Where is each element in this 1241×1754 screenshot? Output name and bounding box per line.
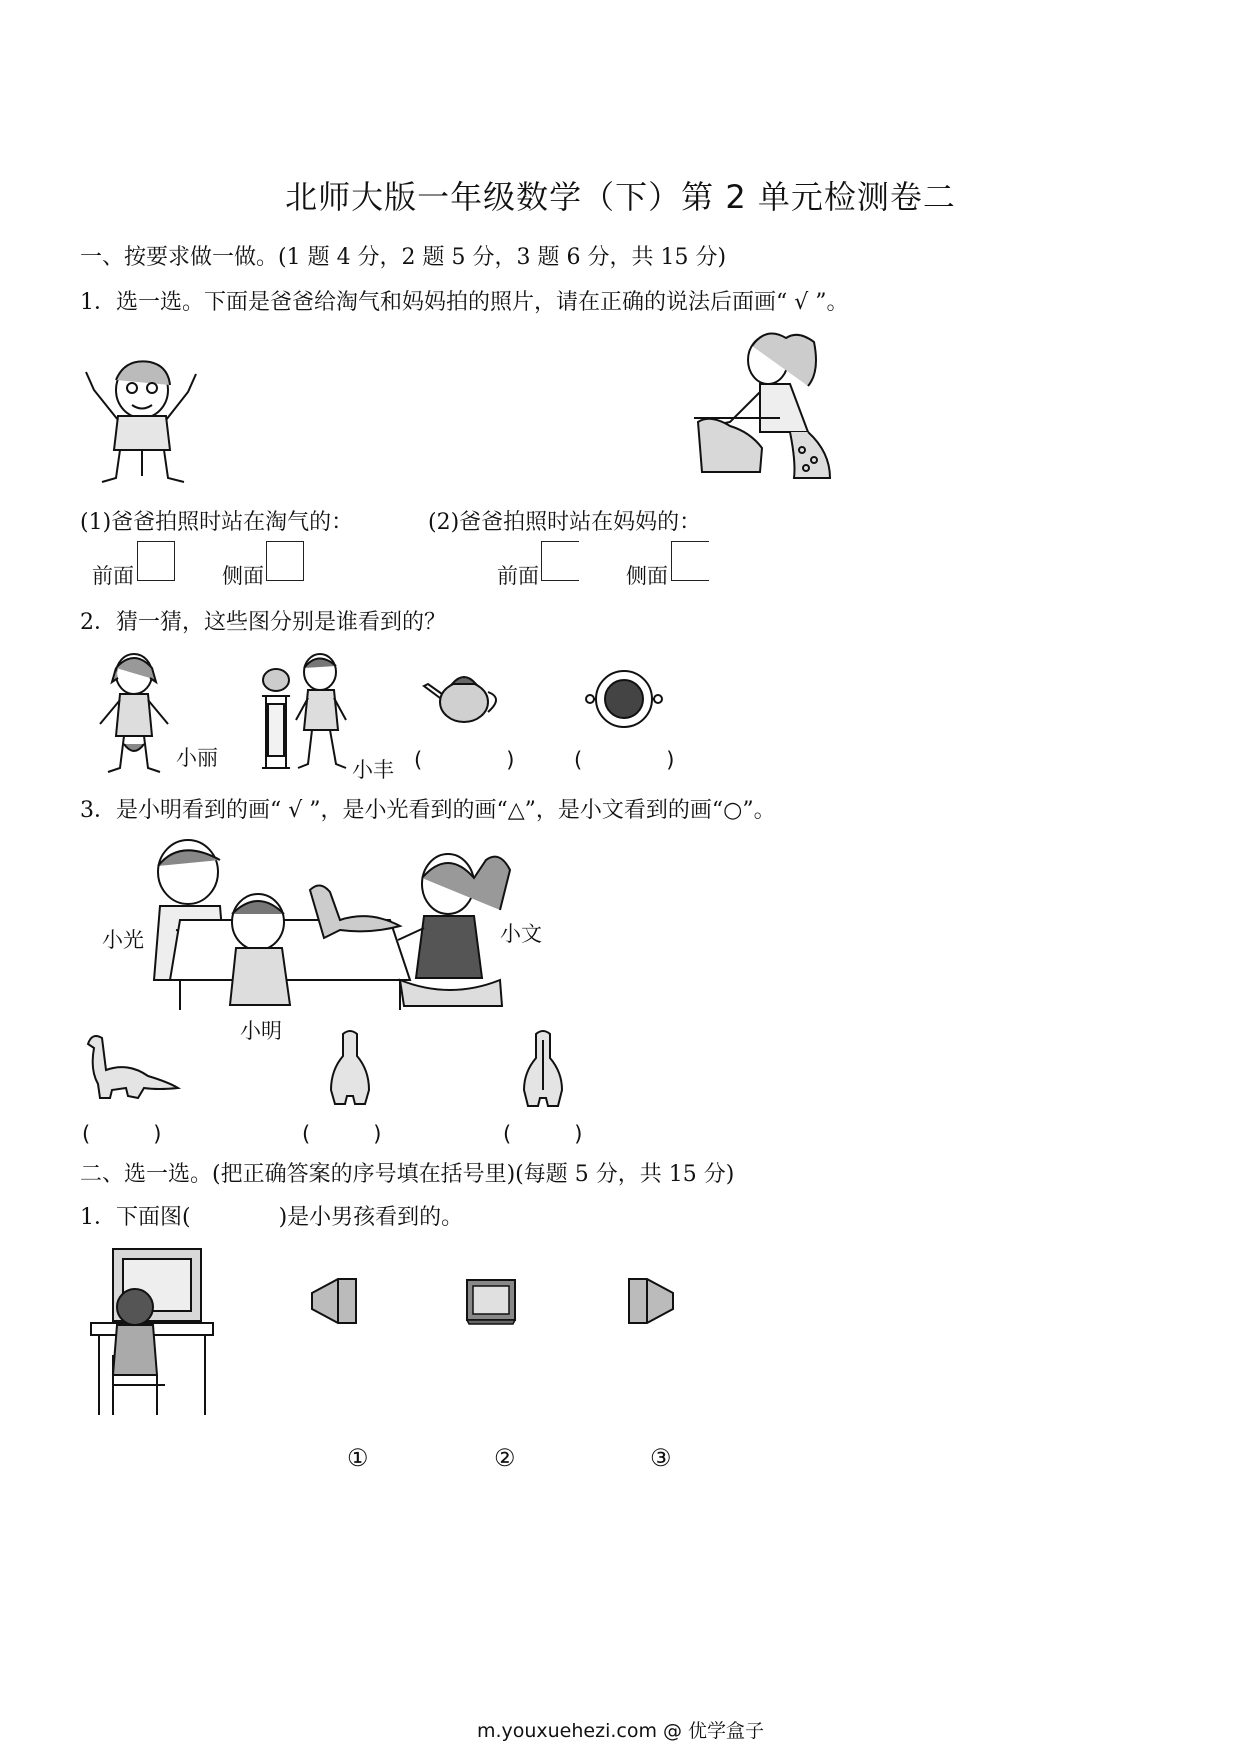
dinosaur-side-view [78,1030,180,1100]
dinosaur-back-view [518,1030,568,1110]
q2-answer-paren-2[interactable]: ( ) [574,748,675,772]
q1-prompt: 1．选一选。下面是爸爸给淘气和妈妈拍的照片，请在正确的说法后面画“ √ ”。 [80,290,849,315]
page-title: 北师大版一年级数学（下）第 2 单元检测卷二 [285,178,956,216]
footer-source: m.youxuehezi.com @ 优学盒子 [476,1720,765,1742]
name-xiaoguang: 小光 [102,928,144,952]
q3-answer-paren-3[interactable]: ( ) [503,1122,583,1146]
q2-answer-paren-1[interactable]: ( ) [414,748,515,772]
option-1-label[interactable]: ① [347,1444,369,1472]
option-1-image [310,1275,358,1327]
dinosaur-front-view [325,1030,375,1108]
q1a-front-checkbox[interactable] [137,541,175,581]
boy-taoqi-illustration [80,350,205,490]
q1b-side-label: 侧面 [626,564,668,588]
q3-answer-paren-1[interactable]: ( ) [82,1122,162,1146]
q1a-side-checkbox[interactable] [266,541,304,581]
q3-prompt: 3．是小明看到的画“ √ ”，是小光看到的画“△”，是小文看到的画“○”。 [80,798,776,823]
option-3-label[interactable]: ③ [650,1444,672,1472]
q1a-side-label: 侧面 [222,564,264,588]
name-xiaofeng: 小丰 [352,758,394,782]
option-2-label[interactable]: ② [494,1444,516,1472]
q1b-side-checkbox[interactable] [671,541,709,581]
q1b-front-label: 前面 [497,564,539,588]
mother-illustration [690,322,840,482]
children-around-table-illustration [140,830,520,1015]
name-xiaowen: 小文 [500,922,542,946]
s2-q1-prompt: 1．下面图( )是小男孩看到的。 [80,1205,464,1230]
option-2-image [465,1278,517,1326]
q2-prompt: 2．猜一猜，这些图分别是谁看到的？ [80,610,446,635]
teapot-side-view [422,668,504,726]
name-xiaoming: 小明 [240,1019,282,1043]
q1-sub1: (1)爸爸拍照时站在淘气的： [80,510,354,535]
q1-sub2: (2)爸爸拍照时站在妈妈的： [428,510,702,535]
q1a-front-label: 前面 [92,564,134,588]
q3-answer-paren-2[interactable]: ( ) [302,1122,382,1146]
girl-xiaoli-illustration [94,648,174,776]
section1-heading: 一、按要求做一做。(1 题 4 分，2 题 5 分，3 题 6 分，共 15 分) [80,245,727,270]
option-3-image [627,1275,675,1327]
q1b-front-checkbox[interactable] [541,541,579,581]
section2-heading: 二、选一选。(把正确答案的序号填在括号里)(每题 5 分，共 15 分) [80,1162,735,1187]
boy-xiaofeng-with-teapot-illustration [258,650,353,772]
teapot-top-view [584,668,664,730]
name-xiaoli: 小丽 [176,746,218,770]
boy-at-computer-illustration [85,1245,217,1420]
